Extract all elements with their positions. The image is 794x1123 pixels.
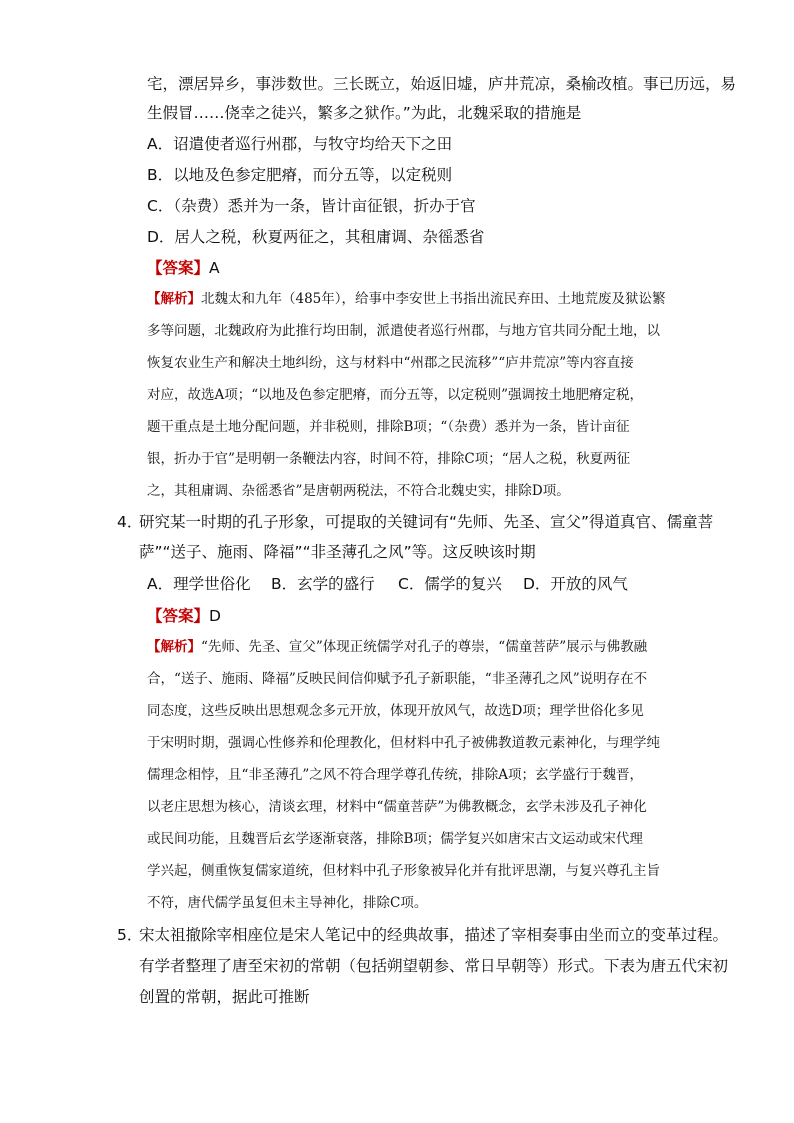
q4-options-row	[147, 574, 707, 594]
q4-analysis-line-9: 不符，唐代儒学虽复但未主导神化，排除C项。	[147, 895, 428, 911]
q4-option-b: B．玄学的盛行	[271, 575, 375, 593]
q4-analysis-line-5: 儒理念相悖，且“非圣薄孔”之风不符合理学尊孔传统，排除A项；玄学盛行于魏晋，	[147, 767, 644, 783]
q3-analysis-line-2: 多等问题，北魏政府为此推行均田制，派遣使者巡行州郡，与地方官共同分配土地，以	[147, 323, 660, 339]
q3-material-line-1: 宅，漂居异乡，事涉数世。三长既立，始返旧墟，庐井荒凉，桑榆改植。事已历远，易	[147, 75, 737, 93]
q5-stem-line-1: 宋太祖撤除宰相座位是宋人笔记中的经典故事，描述了宰相奏事由坐而立的变革过程。	[139, 926, 729, 944]
q3-option-b: B．以地及色参定肥瘠，而分五等，以定税则	[147, 166, 453, 184]
q4-analysis-line-1: 【解析】“先师、先圣、宣父”体现正统儒学对孔子的尊崇，“儒童菩萨”展示与佛教融	[147, 639, 648, 655]
q4-answer	[147, 606, 221, 626]
answer-value: D	[209, 607, 221, 625]
q5-number: 5．	[117, 926, 143, 944]
q3-answer	[147, 258, 220, 278]
analysis-tag: 【解析】	[147, 291, 201, 307]
q3-option-a: A．诏遣使者巡行州郡，与牧守均给天下之田	[147, 135, 453, 153]
q4-analysis-line-2: 合，“送子、施雨、降福”反映民间信仰赋予孔子新职能，“非圣薄孔之风”说明存在不	[147, 671, 648, 687]
q3-analysis-line-1: 【解析】北魏太和九年（485年），给事中李安世上书指出流民弃田、土地荒废及狱讼繁	[147, 291, 666, 307]
q3-option-d: D．居人之税，秋夏两征之，其租庸调、杂徭悉省	[147, 228, 485, 246]
q3-analysis-line-7: 之，其租庸调、杂徭悉省”是唐朝两税法，不符合北魏史实，排除D项。	[147, 483, 570, 499]
q4-analysis-line-3: 同态度，这些反映出思想观念多元开放，体现开放风气，故选D项；理学世俗化多见	[147, 703, 644, 719]
q4-option-d: D．开放的风气	[523, 575, 628, 593]
q3-option-c: C．（杂费）悉并为一条，皆计亩征银，折办于官	[147, 197, 476, 215]
answer-tag: 【答案】	[147, 259, 210, 277]
analysis-tag: 【解析】	[147, 639, 201, 655]
q4-analysis-line-7: 或民间功能，且魏晋后玄学逐渐衰落，排除B项；儒学复兴如唐宋古文运动或宋代理	[147, 831, 643, 847]
q4-analysis-line-8: 学兴起，侧重恢复儒家道统，但材料中孔子形象被异化并有批评思潮，与复兴尊孔主旨	[147, 863, 660, 879]
q5-stem-line-3: 创置的常朝，据此可推断	[139, 988, 310, 1006]
q4-number: 4．	[117, 513, 143, 531]
q4-analysis-line-4: 于宋明时期，强调心性修养和伦理教化，但材料中孔子被佛教道教元素神化，与理学纯	[147, 735, 660, 751]
q3-analysis-line-5: 题干重点是土地分配问题，并非税则，排除B项；“（杂费）悉并为一条，皆计亩征	[147, 419, 630, 435]
q3-analysis-line-3: 恢复农业生产和解决土地纠纷，这与材料中“州郡之民流移”“庐井荒凉”等内容直接	[147, 355, 634, 371]
q4-option-c: C．儒学的复兴	[398, 575, 502, 593]
q3-analysis-line-6: 银，折办于官”是明朝一条鞭法内容，时间不符，排除C项；“居人之税，秋夏两征	[147, 451, 631, 467]
q4-option-a: A．理学世俗化	[147, 575, 251, 593]
q3-analysis-line-4: 对应，故选A项；“以地及色参定肥瘠，而分五等，以定税则”强调按土地肥瘠定税，	[147, 387, 644, 403]
q4-stem-line-2: 萨”“送子、施雨、降福”“非圣薄孔之风”等。这反映该时期	[139, 543, 536, 561]
answer-tag: 【答案】	[147, 607, 210, 625]
q5-stem-line-2: 有学者整理了唐至宋初的常朝（包括朔望朝参、常日早朝等）形式。下表为唐五代宋初	[139, 957, 729, 975]
q3-material-line-2: 生假冒……侥幸之徒兴，繁多之狱作。”为此，北魏采取的措施是	[147, 104, 582, 122]
q4-analysis-line-6: 以老庄思想为核心，清谈玄理，材料中“儒童菩萨”为佛教概念，玄学未涉及孔子神化	[147, 799, 647, 815]
answer-value: A	[209, 259, 220, 277]
q4-stem-line-1: 研究某一时期的孔子形象，可提取的关键词有“先师、先圣、宣父”得道真官、儒童菩	[139, 513, 714, 531]
